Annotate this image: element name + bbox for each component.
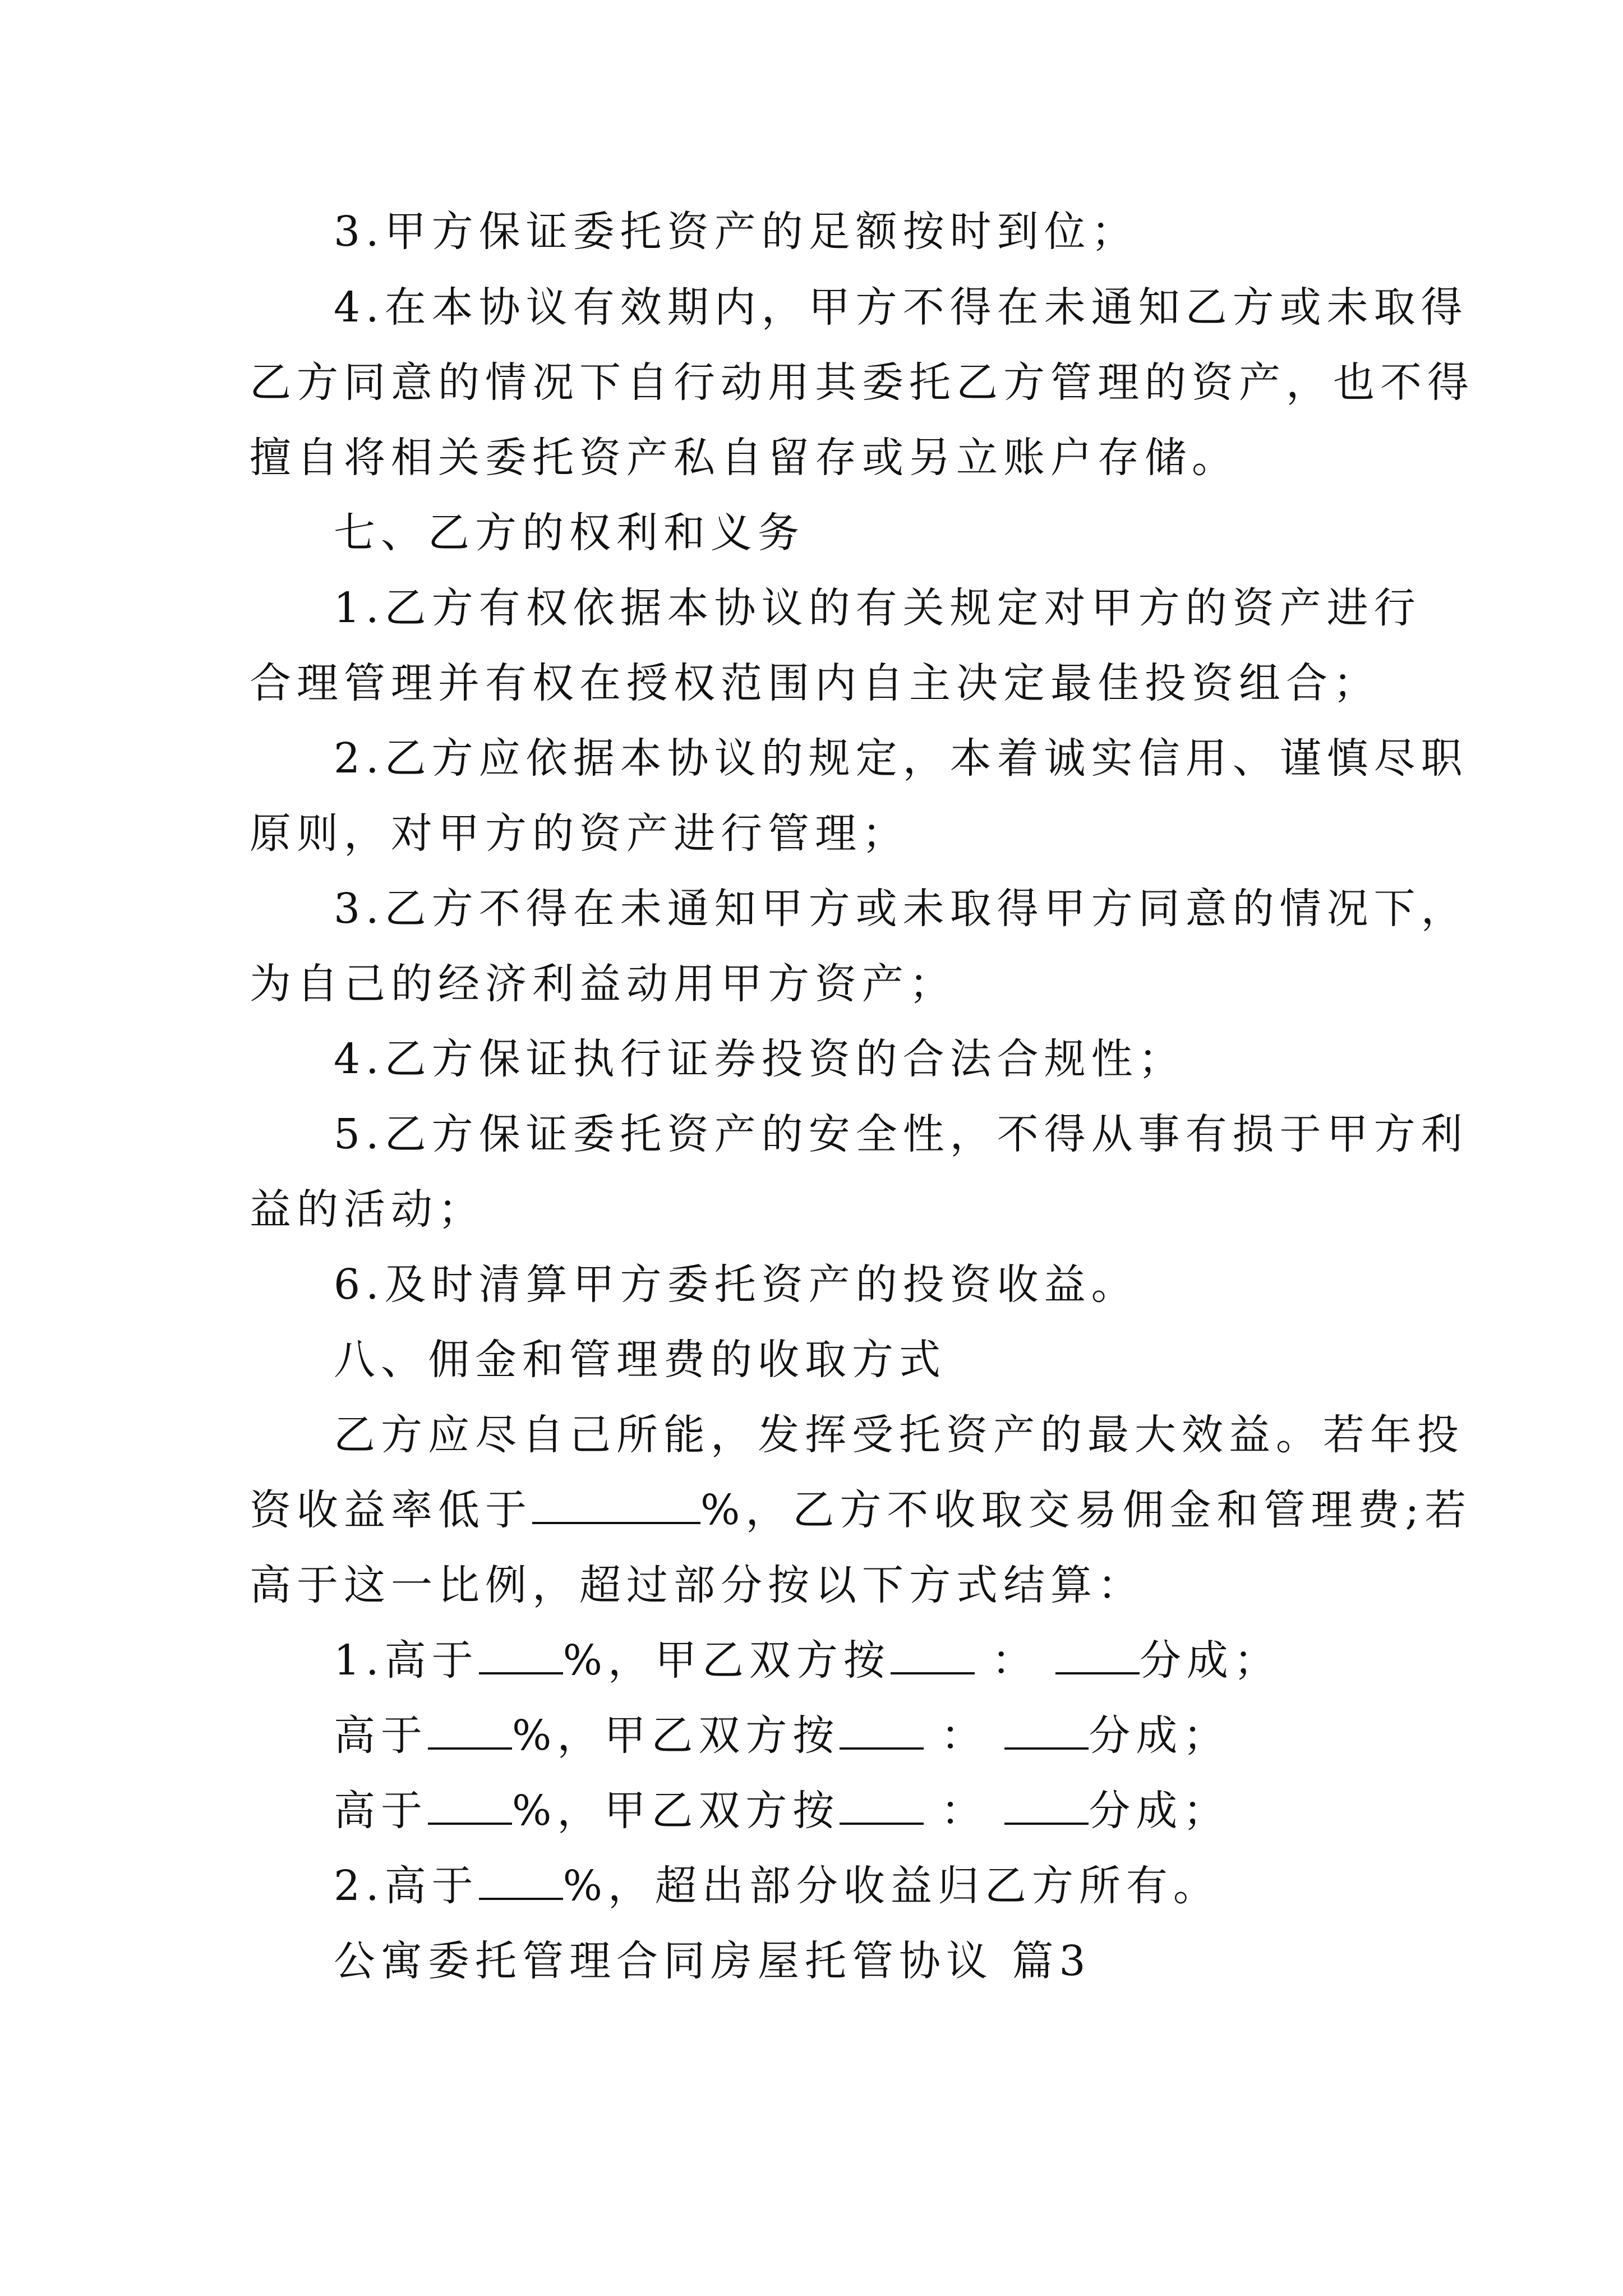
fill-in-blank[interactable]	[479, 1635, 563, 1674]
clause-line: 5.乙方保证委托资产的安全性，不得从事有损于甲方利	[334, 1110, 1468, 1158]
line-text: 分成；	[1139, 1636, 1281, 1685]
line-text: %，超出部分收益归乙方所有。	[562, 1862, 1220, 1910]
section-heading: 七、乙方的权利和义务	[334, 509, 805, 557]
clause-line-with-blank	[250, 1482, 1472, 1538]
section-heading: 八、佣金和管理费的收取方式	[334, 1336, 946, 1384]
line-text: 高于	[334, 1787, 428, 1835]
fill-in-blank[interactable]	[891, 1635, 975, 1674]
line-text: 2.高于	[334, 1862, 479, 1910]
colon-mark: ：	[940, 1711, 988, 1760]
line-text: 高于	[334, 1711, 428, 1760]
clause-line-with-blank	[334, 1858, 1220, 1914]
clause-line: 2.乙方应依据本协议的规定，本着诚实信用、谨慎尽职	[334, 734, 1468, 783]
clause-line: 乙方应尽自己所能，发挥受托资产的最大效益。若年投	[334, 1411, 1464, 1459]
fill-in-blank[interactable]	[1004, 1786, 1089, 1825]
fill-in-blank[interactable]	[479, 1861, 563, 1900]
clause-line: 3.甲方保证委托资产的足额按时到位；	[334, 208, 1138, 256]
clause-line: 4.在本协议有效期内，甲方不得在未通知乙方或未取得	[334, 283, 1468, 332]
line-text: %，甲乙双方按	[562, 1636, 891, 1685]
fill-in-blank[interactable]	[1004, 1710, 1089, 1750]
clause-line: 益的活动；	[250, 1185, 485, 1234]
clause-line: 擅自将相关委托资产私自留存或另立账户存储。	[250, 434, 1239, 482]
clause-line: 乙方同意的情况下自行动用其委托乙方管理的资产，也不得	[250, 358, 1474, 407]
colon-mark: ：	[991, 1636, 1039, 1685]
clause-line: 为自己的经济利益动用甲方资产；	[250, 960, 956, 1008]
line-text: 资收益率低于	[250, 1486, 532, 1534]
fill-in-blank[interactable]	[840, 1786, 924, 1825]
clause-line: 3.乙方不得在未通知甲方或未取得甲方同意的情况下，	[334, 885, 1468, 933]
clause-line: 原则，对甲方的资产进行管理；	[250, 809, 909, 858]
line-text: %，甲乙双方按	[512, 1711, 840, 1760]
fill-in-blank[interactable]	[1055, 1635, 1140, 1674]
colon-mark: ：	[940, 1787, 988, 1835]
clause-line-with-blank	[334, 1708, 1230, 1764]
clause-line: 合理管理并有权在授权范围内自主决定最佳投资组合；	[250, 659, 1380, 707]
line-text: %，乙方不收取交易佣金和管理费;若	[700, 1486, 1472, 1534]
clause-line: 4.乙方保证执行证券投资的合法合规性；	[334, 1035, 1186, 1083]
fill-in-blank[interactable]	[428, 1786, 512, 1825]
clause-line: 高于这一比例，超过部分按以下方式结算：	[250, 1561, 1145, 1609]
fill-in-blank[interactable]	[840, 1710, 924, 1750]
line-text: 1.高于	[334, 1636, 479, 1685]
line-text: 分成；	[1089, 1711, 1230, 1760]
section-title: 公寓委托管理合同房屋托管协议 篇3	[334, 1937, 1091, 1985]
clause-line-with-blank	[334, 1783, 1230, 1839]
clause-line-with-blank	[334, 1632, 1281, 1688]
line-text: %，甲乙双方按	[512, 1787, 840, 1835]
line-text: 分成；	[1089, 1787, 1230, 1835]
clause-line: 1.乙方有权依据本协议的有关规定对甲方的资产进行	[334, 584, 1421, 632]
fill-in-blank[interactable]	[428, 1710, 512, 1750]
clause-line: 6.及时清算甲方委托资产的投资收益。	[334, 1260, 1138, 1309]
fill-in-blank[interactable]	[532, 1485, 700, 1524]
